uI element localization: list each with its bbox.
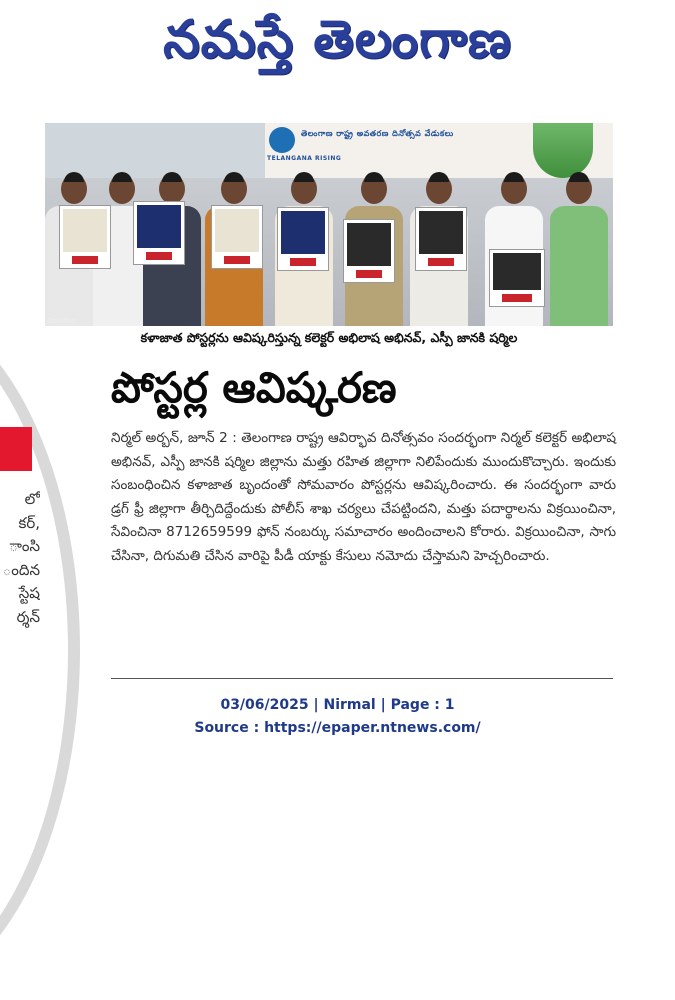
camera-watermark: OnePlus: [47, 317, 76, 325]
banner-title: తెలంగాణ రాష్ట్ర అవతరణ దినోత్సవ వేడుకలు: [301, 129, 454, 138]
left-fragment: కర్,: [18, 513, 40, 532]
person: [550, 174, 608, 326]
news-photo: [45, 123, 613, 326]
left-fragment: ాంసి: [9, 537, 40, 555]
left-fragment: ందిన: [2, 560, 40, 579]
newspaper-masthead: నమస్తే తెలంగాణ: [163, 10, 512, 70]
article-body: నిర్మల్ అర్బన్, జూన్ 2 : తెలంగాణ రాష్ట్ర ఆవిర్భావ దినోత్సవం సందర్భంగా నిర్మల్ కలెక్టర్ అభిలాష అభినవ్, ఎస్పీ జానకి షర్మిల జిల్లాను మత్తు రహిత జిల్లాగా నిలిపేందుకు ముందుకొచ్చారు. ఇందుకు సంబంధించిన కళాజాత బృందంతో సోమవారం పోస్టర్లను ఆవిష్కరించారు. ఈ సందర్భంగా వారు డ్రగ్ ఫ్రీ జిల్లాగా తీర్చిదిద్దేందుకు పోలీస్ శాఖ చర్యలు చేపట్టిందని, మత్తు పదార్థాలను విక్రయించినా, సేవించినా 8712659599 ఫోన్ నంబర్కు సమాచారం అందించాలని కోరారు. విక్రయించినా, సాగు చేసినా, దిగుమతి చేసిన వారిపై పీడీ యాక్టు కేసులు నమోదు చేస్తామని హెచ్చరించారు.: [111, 430, 616, 564]
left-fragment: లో: [24, 490, 40, 508]
poster: [343, 219, 395, 283]
left-column-text: [0, 488, 40, 629]
poster: [211, 205, 263, 269]
poster: [489, 249, 545, 307]
footer-dateline: 03/06/2025 | Nirmal | Page : 1: [220, 697, 455, 713]
left-fragment: స్టేష: [18, 584, 40, 602]
article-headline: పోస్టర్ల ఆవిష్కరణ: [111, 363, 397, 412]
decorative-arc: [0, 300, 80, 1000]
banner-graphic: [533, 123, 593, 178]
photo-caption: కళాజాత పోస్టర్లను ఆవిష్కరిస్తున్న కలెక్టర్ అభిలాష అభినవ్, ఎస్పీ జానకి షర్మిల: [140, 330, 518, 345]
left-fragment: ర్శన్: [16, 607, 40, 626]
banner-logo-text: TELANGANA RISING: [267, 155, 342, 162]
telangana-logo-icon: [269, 127, 295, 153]
event-banner: [265, 123, 613, 178]
poster: [277, 207, 329, 271]
red-block: [0, 427, 32, 471]
poster: [133, 201, 185, 265]
poster: [59, 205, 111, 269]
footer-source: Source : https://epaper.ntnews.com/: [194, 720, 481, 736]
divider: [111, 678, 613, 679]
poster: [415, 207, 467, 271]
